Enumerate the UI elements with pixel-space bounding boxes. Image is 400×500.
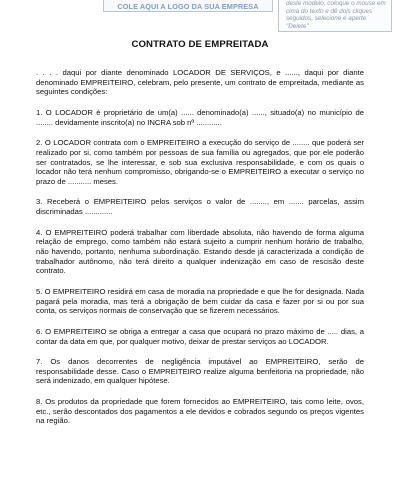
intro-paragraph: . . . . daqui por diante denominado LOCADOR DE SERVIÇOS, e ......, daqui por diante denominado EMPREITEIRO, celebram, pelo presente, um contrato de empreitada, mediante as seguintes condições: xyxy=(36,68,364,97)
document-title: CONTRATO DE EMPREITADA xyxy=(131,39,269,50)
logo-placeholder xyxy=(103,0,273,12)
clause-8: 8. Os produtos da propriedade que forem fornecidos ao EMPREITEIRO, tais como leite, ovos, etc., serão descontados dos pagamentos a ele devidos e cobrados segundo os preços vigentes na região. xyxy=(36,396,364,426)
instruction-note-text: deste modelo, coloque o mouse em cima do texto e dê dois cliques seguidos, selecione e aperte "Delete" xyxy=(286,0,386,30)
logo-placeholder-text: COLE AQUI A LOGO DA SUA EMPRESA xyxy=(117,2,259,11)
document-body xyxy=(36,68,364,437)
clause-7: 7. Os danos decorrentes de negligência imputável ao EMPREITEIRO, serão de responsabilidade desse. Caso o EMPREITEIRO realize alguma benfeitoria na propriedade, não será indenizado, em qualquer hipótese. xyxy=(36,357,364,386)
clause-2: 2. O LOCADOR contrata com o EMPREITEIRO a execução do serviço de ........ que poderá ser realizado por si, como também por pessoas de sua família ou agregados, que por ele poderão ser contratados, se lhe interessar, e sob sua exclusiva responsabilidade, e com os quais o locador não terá nenhum compromisso, obrigando-se o EMPREITEIRO a executar o serviço no prazo de ........... meses. xyxy=(36,138,364,186)
clause-1: 1. O LOCADOR é proprietário de um(a) ...... denominado(a) ......, situado(a) no município de ........ devidamente inscrito(a) no INCRA sob nº ............ xyxy=(36,107,364,127)
clause-4: 4. O EMPREITEIRO poderá trabalhar com liberdade absoluta, não havendo de forma alguma relação de emprego, como também não estará sujeito a cumprir nenhum horário de trabalho, não havendo, portanto, nenhuma subordinação. Estando desde já caracterizada a condição de trabalhador autônomo, não terá direito a qualquer indenização em caso de rescisão deste contrato. xyxy=(36,227,364,276)
clause-6: 6. O EMPREITEIRO se obriga a entregar a casa que ocupará no prazo máximo de ..... dias, a contar da data em que, por qualquer motivo, deixar de prestar serviços ao LOCADOR. xyxy=(36,326,364,346)
instruction-note xyxy=(278,0,392,32)
clause-5: 5. O EMPREITEIRO residirá em casa de moradia na propriedade e que lhe for designada. Nada pagará pela moradia, mas terá a obrigação de bem cuidar da casa e fazer por si ou por sua conta, os serviços normais de conservação que se fizerem necessários. xyxy=(36,286,364,316)
clause-3: 3. Receberá o EMPREITEIRO pelos serviços o valor de ........, em ....... parcelas, assim discriminadas ............. xyxy=(36,197,364,217)
